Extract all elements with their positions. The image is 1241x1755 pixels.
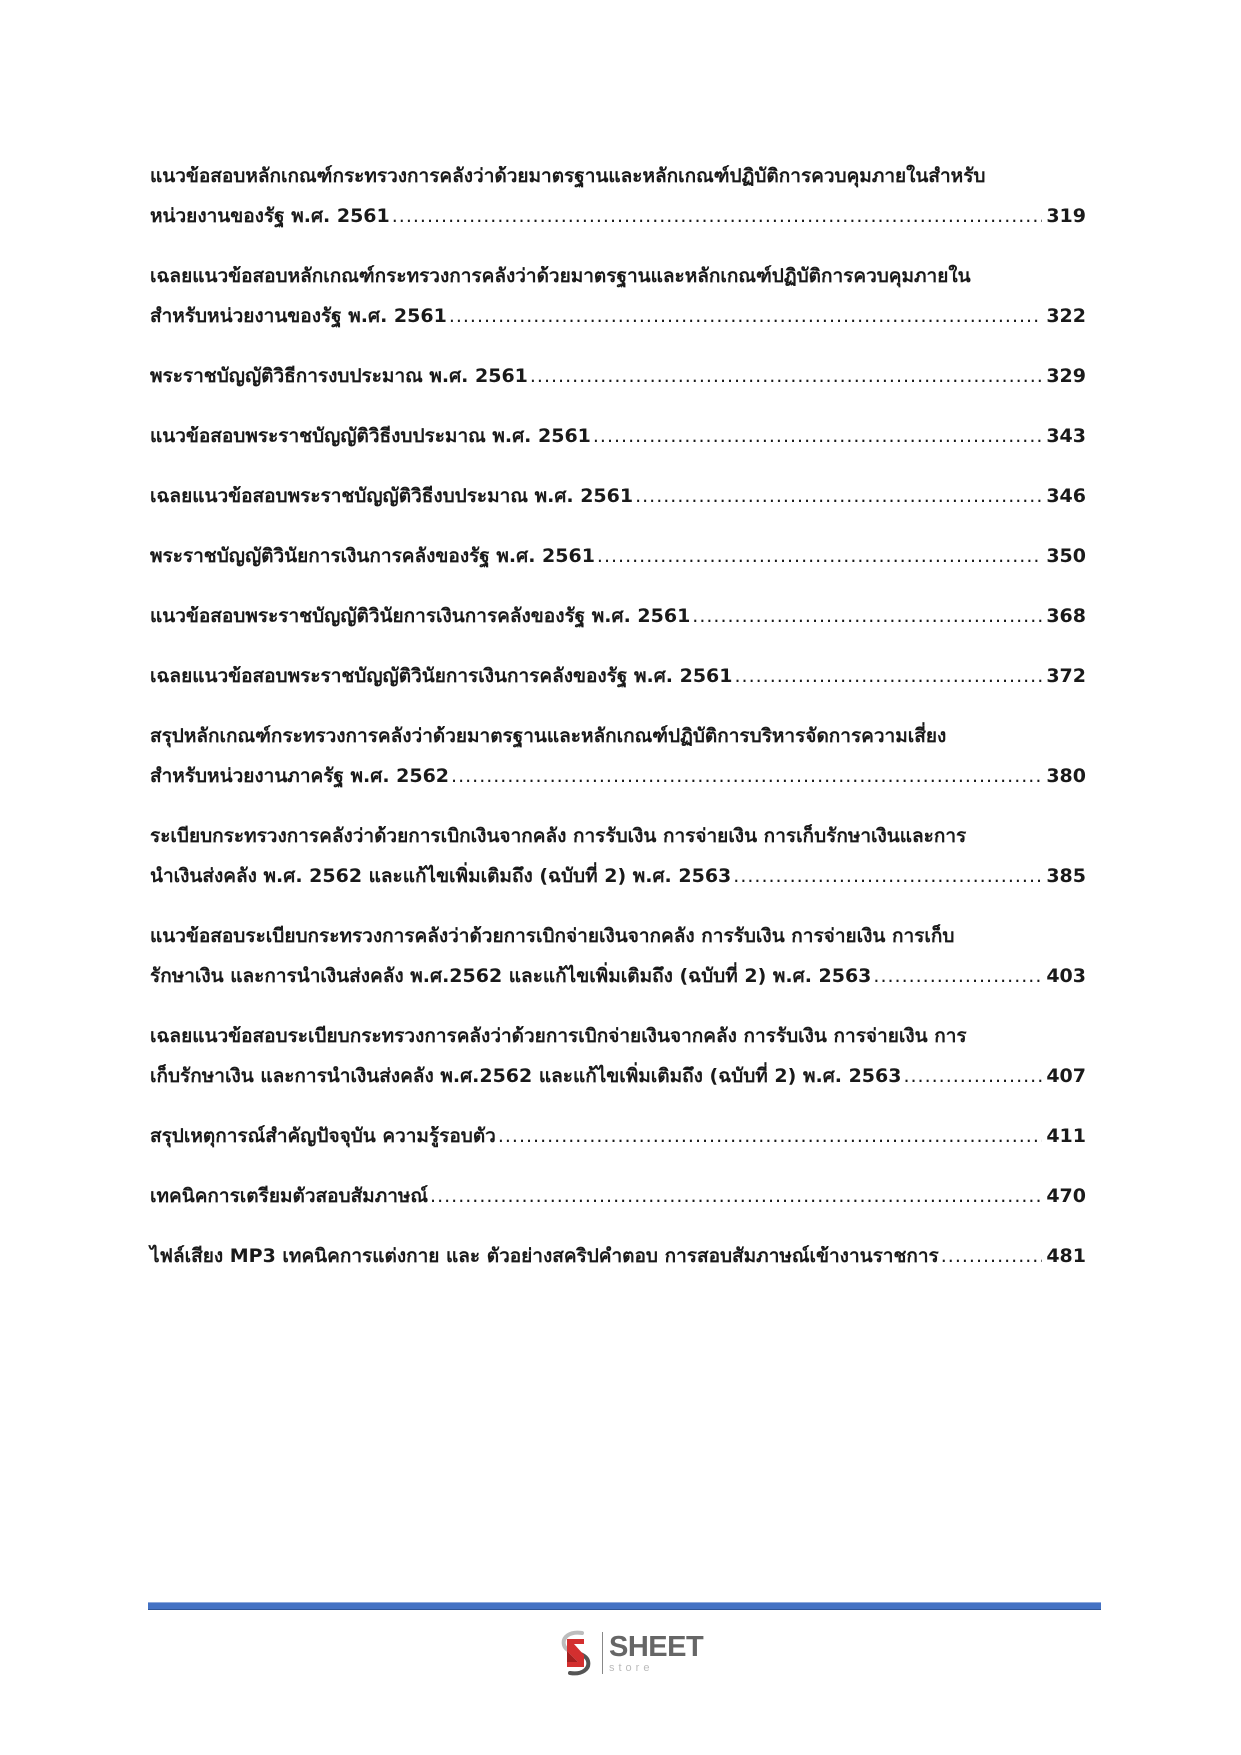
toc-entry-line xyxy=(150,856,1086,896)
toc-entry-title: สรุปหลักเกณฑ์กระทรวงการคลังว่าด้วยมาตรฐานและหลักเกณฑ์ปฏิบัติการบริหารจัดการความเสี่ยง xyxy=(150,725,947,747)
toc-entry[interactable] xyxy=(150,1176,1086,1216)
toc-entry-title: เฉลยแนวข้อสอบพระราชบัญญัติวิธีงบประมาณ พ.ศ. 2561 xyxy=(150,485,634,507)
toc-entry-line xyxy=(150,156,1086,196)
toc-entry[interactable] xyxy=(150,256,1086,336)
toc-entry-title: เฉลยแนวข้อสอบพระราชบัญญัติวินัยการเงินการคลังของรัฐ พ.ศ. 2561 xyxy=(150,665,733,687)
toc-entry[interactable] xyxy=(150,416,1086,456)
toc-page-number: 343 xyxy=(1046,425,1086,447)
toc-entry[interactable] xyxy=(150,816,1086,896)
dot-leader xyxy=(449,296,1043,336)
toc-entry[interactable] xyxy=(150,536,1086,576)
dot-leader xyxy=(392,196,1043,236)
dot-leader xyxy=(530,356,1042,396)
toc-entry[interactable] xyxy=(150,916,1086,996)
toc-entry-line xyxy=(150,956,1086,996)
toc-entry[interactable] xyxy=(150,1116,1086,1156)
logo-text xyxy=(609,1630,704,1674)
toc-entry-title: เก็บรักษาเงิน และการนำเงินส่งคลัง พ.ศ.2562 และแก้ไขเพิ่มเติมถึง (ฉบับที่ 2) พ.ศ. 2563 xyxy=(150,1065,902,1087)
toc-entry[interactable] xyxy=(150,476,1086,516)
toc-page-number: 380 xyxy=(1046,765,1086,787)
toc-entry-title: รักษาเงิน และการนำเงินส่งคลัง พ.ศ.2562 และแก้ไขเพิ่มเติมถึง (ฉบับที่ 2) พ.ศ. 2563 xyxy=(150,965,872,987)
toc-entry[interactable] xyxy=(150,1016,1086,1096)
dot-leader xyxy=(597,536,1042,576)
toc-page-number: 407 xyxy=(1046,1065,1086,1087)
toc-entry-line xyxy=(150,1176,1086,1216)
toc-page-number: 481 xyxy=(1046,1245,1086,1267)
toc-page-number: 346 xyxy=(1046,485,1086,507)
toc-entry[interactable] xyxy=(150,716,1086,796)
dot-leader xyxy=(430,1176,1042,1216)
dot-leader xyxy=(593,416,1042,456)
toc-page-number: 319 xyxy=(1046,205,1086,227)
logo-subtitle: store xyxy=(609,1661,654,1674)
sheet-store-s-logo-icon xyxy=(556,1629,596,1677)
dot-leader xyxy=(941,1236,1043,1276)
toc-entry-line xyxy=(150,356,1086,396)
toc-entry-title: พระราชบัญญัติวินัยการเงินการคลังของรัฐ พ.ศ. 2561 xyxy=(150,545,595,567)
dot-leader xyxy=(733,856,1042,896)
toc-entry-title: แนวข้อสอบพระราชบัญญัติวิธีงบประมาณ พ.ศ. 2561 xyxy=(150,425,591,447)
toc-page-number: 368 xyxy=(1046,605,1086,627)
toc-entry-title: หน่วยงานของรัฐ พ.ศ. 2561 xyxy=(150,205,390,227)
toc-entry-line xyxy=(150,296,1086,336)
table-of-contents xyxy=(150,156,1086,1296)
toc-entry-title: แนวข้อสอบระเบียบกระทรวงการคลังว่าด้วยการเบิกจ่ายเงินจากคลัง การรับเงิน การจ่ายเงิน การเก็บ xyxy=(150,925,955,947)
toc-entry[interactable] xyxy=(150,656,1086,696)
logo-divider xyxy=(602,1632,603,1674)
toc-entry-title: เทคนิคการเตรียมตัวสอบสัมภาษณ์ xyxy=(150,1185,429,1207)
toc-page-number: 411 xyxy=(1046,1125,1086,1147)
dot-leader xyxy=(873,956,1042,996)
toc-entry-line xyxy=(150,1016,1086,1056)
toc-entry-title: ไฟล์เสียง MP3 เทคนิคการแต่งกาย และ ตัวอย่างสคริปคำตอบ การสอบสัมภาษณ์เข้างานราชการ xyxy=(150,1245,939,1267)
toc-entry-title: แนวข้อสอบหลักเกณฑ์กระทรวงการคลังว่าด้วยมาตรฐานและหลักเกณฑ์ปฏิบัติการควบคุมภายในสำหรับ xyxy=(150,165,986,187)
toc-entry-title: สำหรับหน่วยงานของรัฐ พ.ศ. 2561 xyxy=(150,305,447,327)
toc-page-number: 385 xyxy=(1046,865,1086,887)
toc-entry-title: นำเงินส่งคลัง พ.ศ. 2562 และแก้ไขเพิ่มเติมถึง (ฉบับที่ 2) พ.ศ. 2563 xyxy=(150,865,732,887)
dot-leader xyxy=(451,756,1042,796)
toc-entry-title: เฉลยแนวข้อสอบหลักเกณฑ์กระทรวงการคลังว่าด้วยมาตรฐานและหลักเกณฑ์ปฏิบัติการควบคุมภายใน xyxy=(150,265,971,287)
toc-entry-line xyxy=(150,816,1086,856)
toc-entry-line xyxy=(150,656,1086,696)
toc-entry-title: สรุปเหตุการณ์สำคัญปัจจุบัน ความรู้รอบตัว xyxy=(150,1125,496,1147)
toc-page-number: 403 xyxy=(1046,965,1086,987)
toc-entry-line xyxy=(150,416,1086,456)
toc-entry-line xyxy=(150,916,1086,956)
dot-leader xyxy=(498,1116,1042,1156)
toc-entry[interactable] xyxy=(150,1236,1086,1276)
toc-page-number: 329 xyxy=(1046,365,1086,387)
toc-page-number: 350 xyxy=(1046,545,1086,567)
toc-entry-title: แนวข้อสอบพระราชบัญญัติวินัยการเงินการคลังของรัฐ พ.ศ. 2561 xyxy=(150,605,691,627)
toc-entry-line xyxy=(150,196,1086,236)
toc-entry-line xyxy=(150,256,1086,296)
sheet-store-logo xyxy=(556,1628,703,1678)
footer-divider xyxy=(148,1602,1101,1610)
toc-entry-title: สำหรับหน่วยงานภาครัฐ พ.ศ. 2562 xyxy=(150,765,450,787)
toc-entry-line xyxy=(150,1116,1086,1156)
toc-entry-line xyxy=(150,1056,1086,1096)
toc-entry[interactable] xyxy=(150,596,1086,636)
toc-entry[interactable] xyxy=(150,356,1086,396)
toc-entry-title: ระเบียบกระทรวงการคลังว่าด้วยการเบิกเงินจากคลัง การรับเงิน การจ่ายเงิน การเก็บรักษาเงินและการ xyxy=(150,825,967,847)
toc-entry-line xyxy=(150,596,1086,636)
dot-leader xyxy=(735,656,1043,696)
toc-entry-title: พระราชบัญญัติวิธีการงบประมาณ พ.ศ. 2561 xyxy=(150,365,528,387)
logo-wordmark: SHEET xyxy=(609,1630,704,1663)
toc-entry[interactable] xyxy=(150,156,1086,236)
toc-entry-line xyxy=(150,756,1086,796)
toc-entry-title: เฉลยแนวข้อสอบระเบียบกระทรวงการคลังว่าด้วยการเบิกจ่ายเงินจากคลัง การรับเงิน การจ่ายเงิน การ xyxy=(150,1025,967,1047)
dot-leader xyxy=(692,596,1042,636)
toc-entry-line xyxy=(150,536,1086,576)
toc-entry-line xyxy=(150,476,1086,516)
dot-leader xyxy=(635,476,1042,516)
toc-page-number: 322 xyxy=(1046,305,1086,327)
toc-page-number: 372 xyxy=(1046,665,1086,687)
dot-leader xyxy=(903,1056,1042,1096)
toc-entry-line xyxy=(150,716,1086,756)
toc-entry-line xyxy=(150,1236,1086,1276)
toc-page-number: 470 xyxy=(1046,1185,1086,1207)
